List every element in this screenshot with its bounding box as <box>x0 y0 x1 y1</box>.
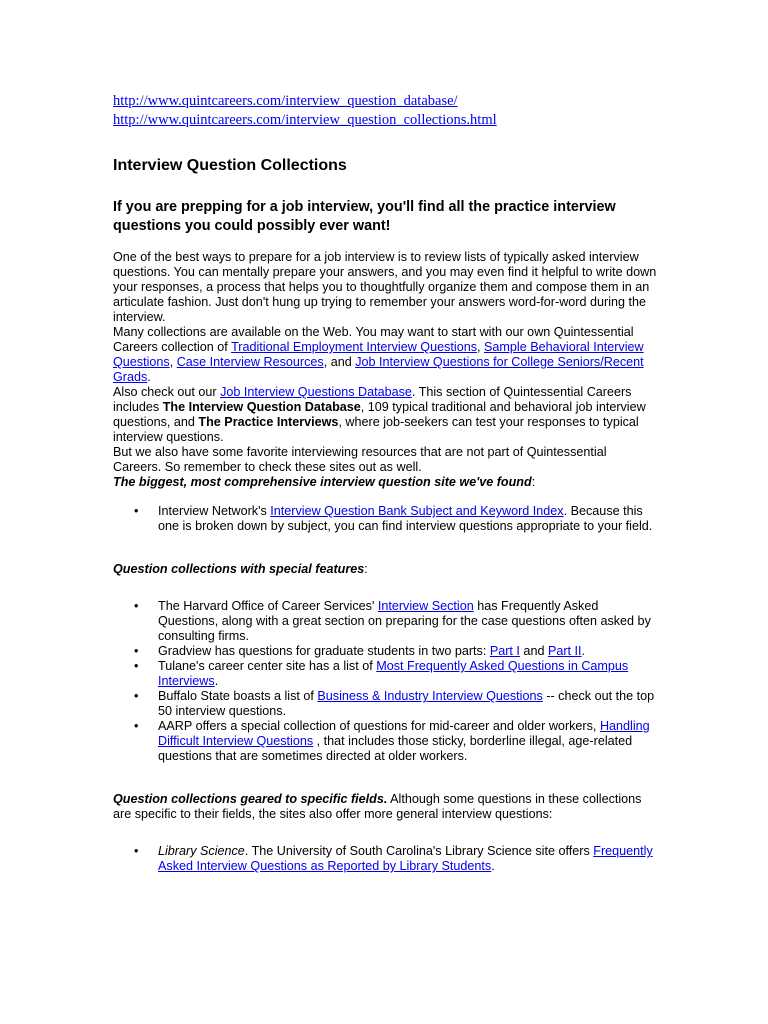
list-item <box>158 689 658 719</box>
special-features-list <box>113 599 658 764</box>
text: : <box>531 475 536 489</box>
list-item <box>158 644 658 659</box>
intro-section <box>113 250 658 490</box>
text: -- check out the top 50 interview questions. <box>158 689 655 718</box>
spacer <box>113 534 658 562</box>
text: , <box>477 340 484 354</box>
text: . <box>147 370 151 384</box>
bold-italic-text: Question collections geared to specific fields. <box>113 792 388 806</box>
bold-italic-text: The biggest, most comprehensive interview question site we've found <box>113 475 532 489</box>
document-content <box>113 92 658 874</box>
link-part-2[interactable]: Part II <box>547 644 582 658</box>
text: . Because this one is broken down by subject, you can find interview questions appropriate to your field. <box>158 504 653 533</box>
link-aarp-questions[interactable]: Handling Difficult Interview Questions <box>158 719 650 748</box>
link-traditional-questions[interactable]: Traditional Employment Interview Questions <box>231 340 477 354</box>
text: . <box>491 859 495 873</box>
bold-text: The Practice Interviews <box>198 415 339 429</box>
text: , 109 typical traditional and behavioral job interview questions, and <box>113 400 646 429</box>
spacer <box>113 764 658 792</box>
text: Although some questions in these collections are specific to their fields, the sites also offer more general interview questions: <box>113 792 642 821</box>
text: , <box>169 355 177 369</box>
bold-text: The Interview Question Database <box>162 400 361 414</box>
spacer <box>113 822 658 844</box>
link-tulane-questions[interactable]: Most Frequently Asked Questions in Campus Interviews <box>158 659 629 688</box>
page-subtitle: If you are prepping for a job interview, you'll find all the practice interview questions you could possibly ever want! <box>113 199 616 234</box>
url-link-collections[interactable]: http://www.quintcareers.com/interview_question_collections.html <box>113 112 497 128</box>
page-title: Interview Question Collections <box>113 157 347 174</box>
text: Tulane's career center site has a list of <box>158 659 377 673</box>
link-behavioral-questions[interactable]: Sample Behavioral Interview Questions <box>113 340 644 369</box>
specific-fields-list <box>113 844 658 874</box>
text: Many collections are available on the Web. You may want to start with our own Quintessential Careers collection of <box>113 325 634 354</box>
text: has Frequently Asked Questions, along with a great section on preparing for the case questions often asked by consulting firms. <box>158 599 651 643</box>
list-item <box>158 599 658 644</box>
special-features-heading <box>113 562 658 577</box>
intro-paragraph-1: One of the best ways to prepare for a job interview is to review lists of typically asked interview questions. You can mentally prepare your answers, and you may even find it helpful to write down your responses, a process that helps you to thoughtfully organize them and compose them in an articulate fashion. Just don't hung up trying to remember your answers word-for-word during the interview. <box>113 250 657 324</box>
link-part-1[interactable]: Part I <box>489 644 520 658</box>
biggest-site-list <box>113 504 658 534</box>
text: Also check out our <box>113 385 221 399</box>
link-question-bank[interactable]: Interview Question Bank Subject and Keyword Index <box>270 504 564 518</box>
intro-paragraph-5 <box>113 475 658 490</box>
text: . This section of Quintessential Careers includes <box>113 385 632 414</box>
text: Gradview has questions for graduate students in two parts: <box>158 644 490 658</box>
list-item <box>158 844 658 874</box>
link-college-seniors[interactable]: Job Interview Questions for College Seniors/Recent Grads <box>113 355 644 384</box>
specific-fields-paragraph <box>113 792 658 822</box>
text: . <box>581 644 586 658</box>
text: AARP offers a special collection of questions for mid-career and older workers, <box>158 719 600 733</box>
text: Interview Network's <box>158 504 271 518</box>
link-questions-database[interactable]: Job Interview Questions Database <box>220 385 412 399</box>
text: : <box>364 562 368 576</box>
link-buffalo-questions[interactable]: Business & Industry Interview Questions <box>317 689 543 703</box>
text: , that includes those sticky, borderline illegal, age-related questions that are sometimes directed at older workers. <box>158 734 633 763</box>
bold-italic-text: Question collections with special features <box>113 562 365 576</box>
list-item <box>158 719 658 764</box>
text: , and <box>323 355 356 369</box>
italic-text: Library Science <box>158 844 245 858</box>
intro-paragraph-3 <box>113 385 658 445</box>
text: . <box>214 674 219 688</box>
spacer <box>113 490 658 504</box>
text: Buffalo State boasts a list of <box>158 689 318 703</box>
spacer <box>113 577 658 599</box>
text: , where job-seekers can test your responses to typical interview questions. <box>113 415 639 444</box>
link-case-interview[interactable]: Case Interview Resources <box>176 355 324 369</box>
list-item <box>158 659 658 689</box>
source-urls <box>113 92 658 130</box>
intro-paragraph-4: But we also have some favorite interviewing resources that are not part of Quintessential Careers. So remember to check these sites out as well. <box>113 445 607 474</box>
intro-paragraph-2 <box>113 325 658 385</box>
text: The Harvard Office of Career Services' <box>158 599 378 613</box>
list-item <box>158 504 658 534</box>
link-harvard-interview[interactable]: Interview Section <box>377 599 474 613</box>
url-link-database[interactable]: http://www.quintcareers.com/interview_question_database/ <box>113 93 458 109</box>
text: . The University of South Carolina's Library Science site offers <box>244 844 594 858</box>
text: and <box>519 644 548 658</box>
link-library-questions[interactable]: Frequently Asked Interview Questions as Reported by Library Students <box>158 844 653 873</box>
